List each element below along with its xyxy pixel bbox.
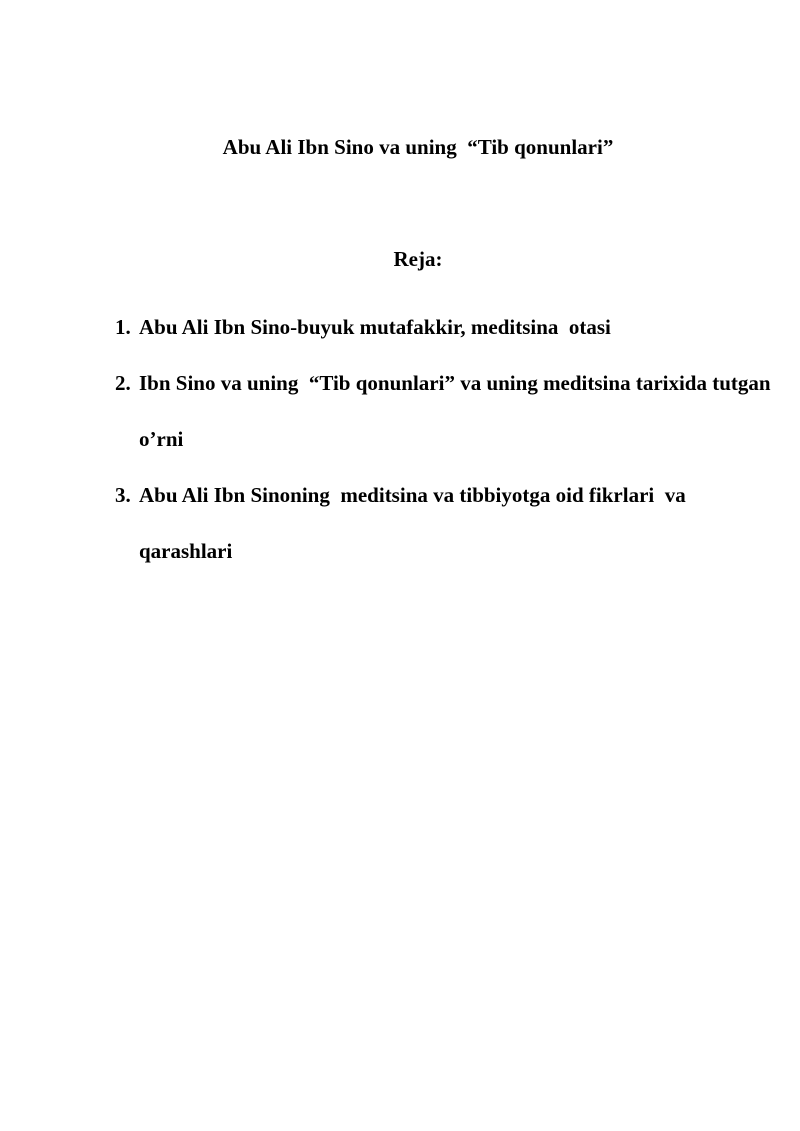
plan-item-text: Ibn Sino va uning “Tib qonunlari” va uning meditsina tarixida tutgan o’rni [139, 371, 776, 451]
plan-item-3 [115, 467, 775, 579]
plan-item-text: Abu Ali Ibn Sino-buyuk mutafakkir, meditsina otasi [139, 315, 611, 339]
plan-item-text: Abu Ali Ibn Sinoning meditsina va tibbiyotga oid fikrlari va qarashlari [139, 483, 691, 563]
document-title: Abu Ali Ibn Sino va uning “Tib qonunlari” [222, 135, 614, 159]
plan-heading: Reja: [393, 247, 443, 271]
plan-item-number: 1. [115, 315, 131, 339]
plan-list [115, 299, 775, 579]
plan-item-1 [115, 299, 775, 355]
plan-item-2 [115, 355, 775, 467]
plan-item-number: 2. [115, 371, 131, 395]
plan-item-number: 3. [115, 483, 131, 507]
